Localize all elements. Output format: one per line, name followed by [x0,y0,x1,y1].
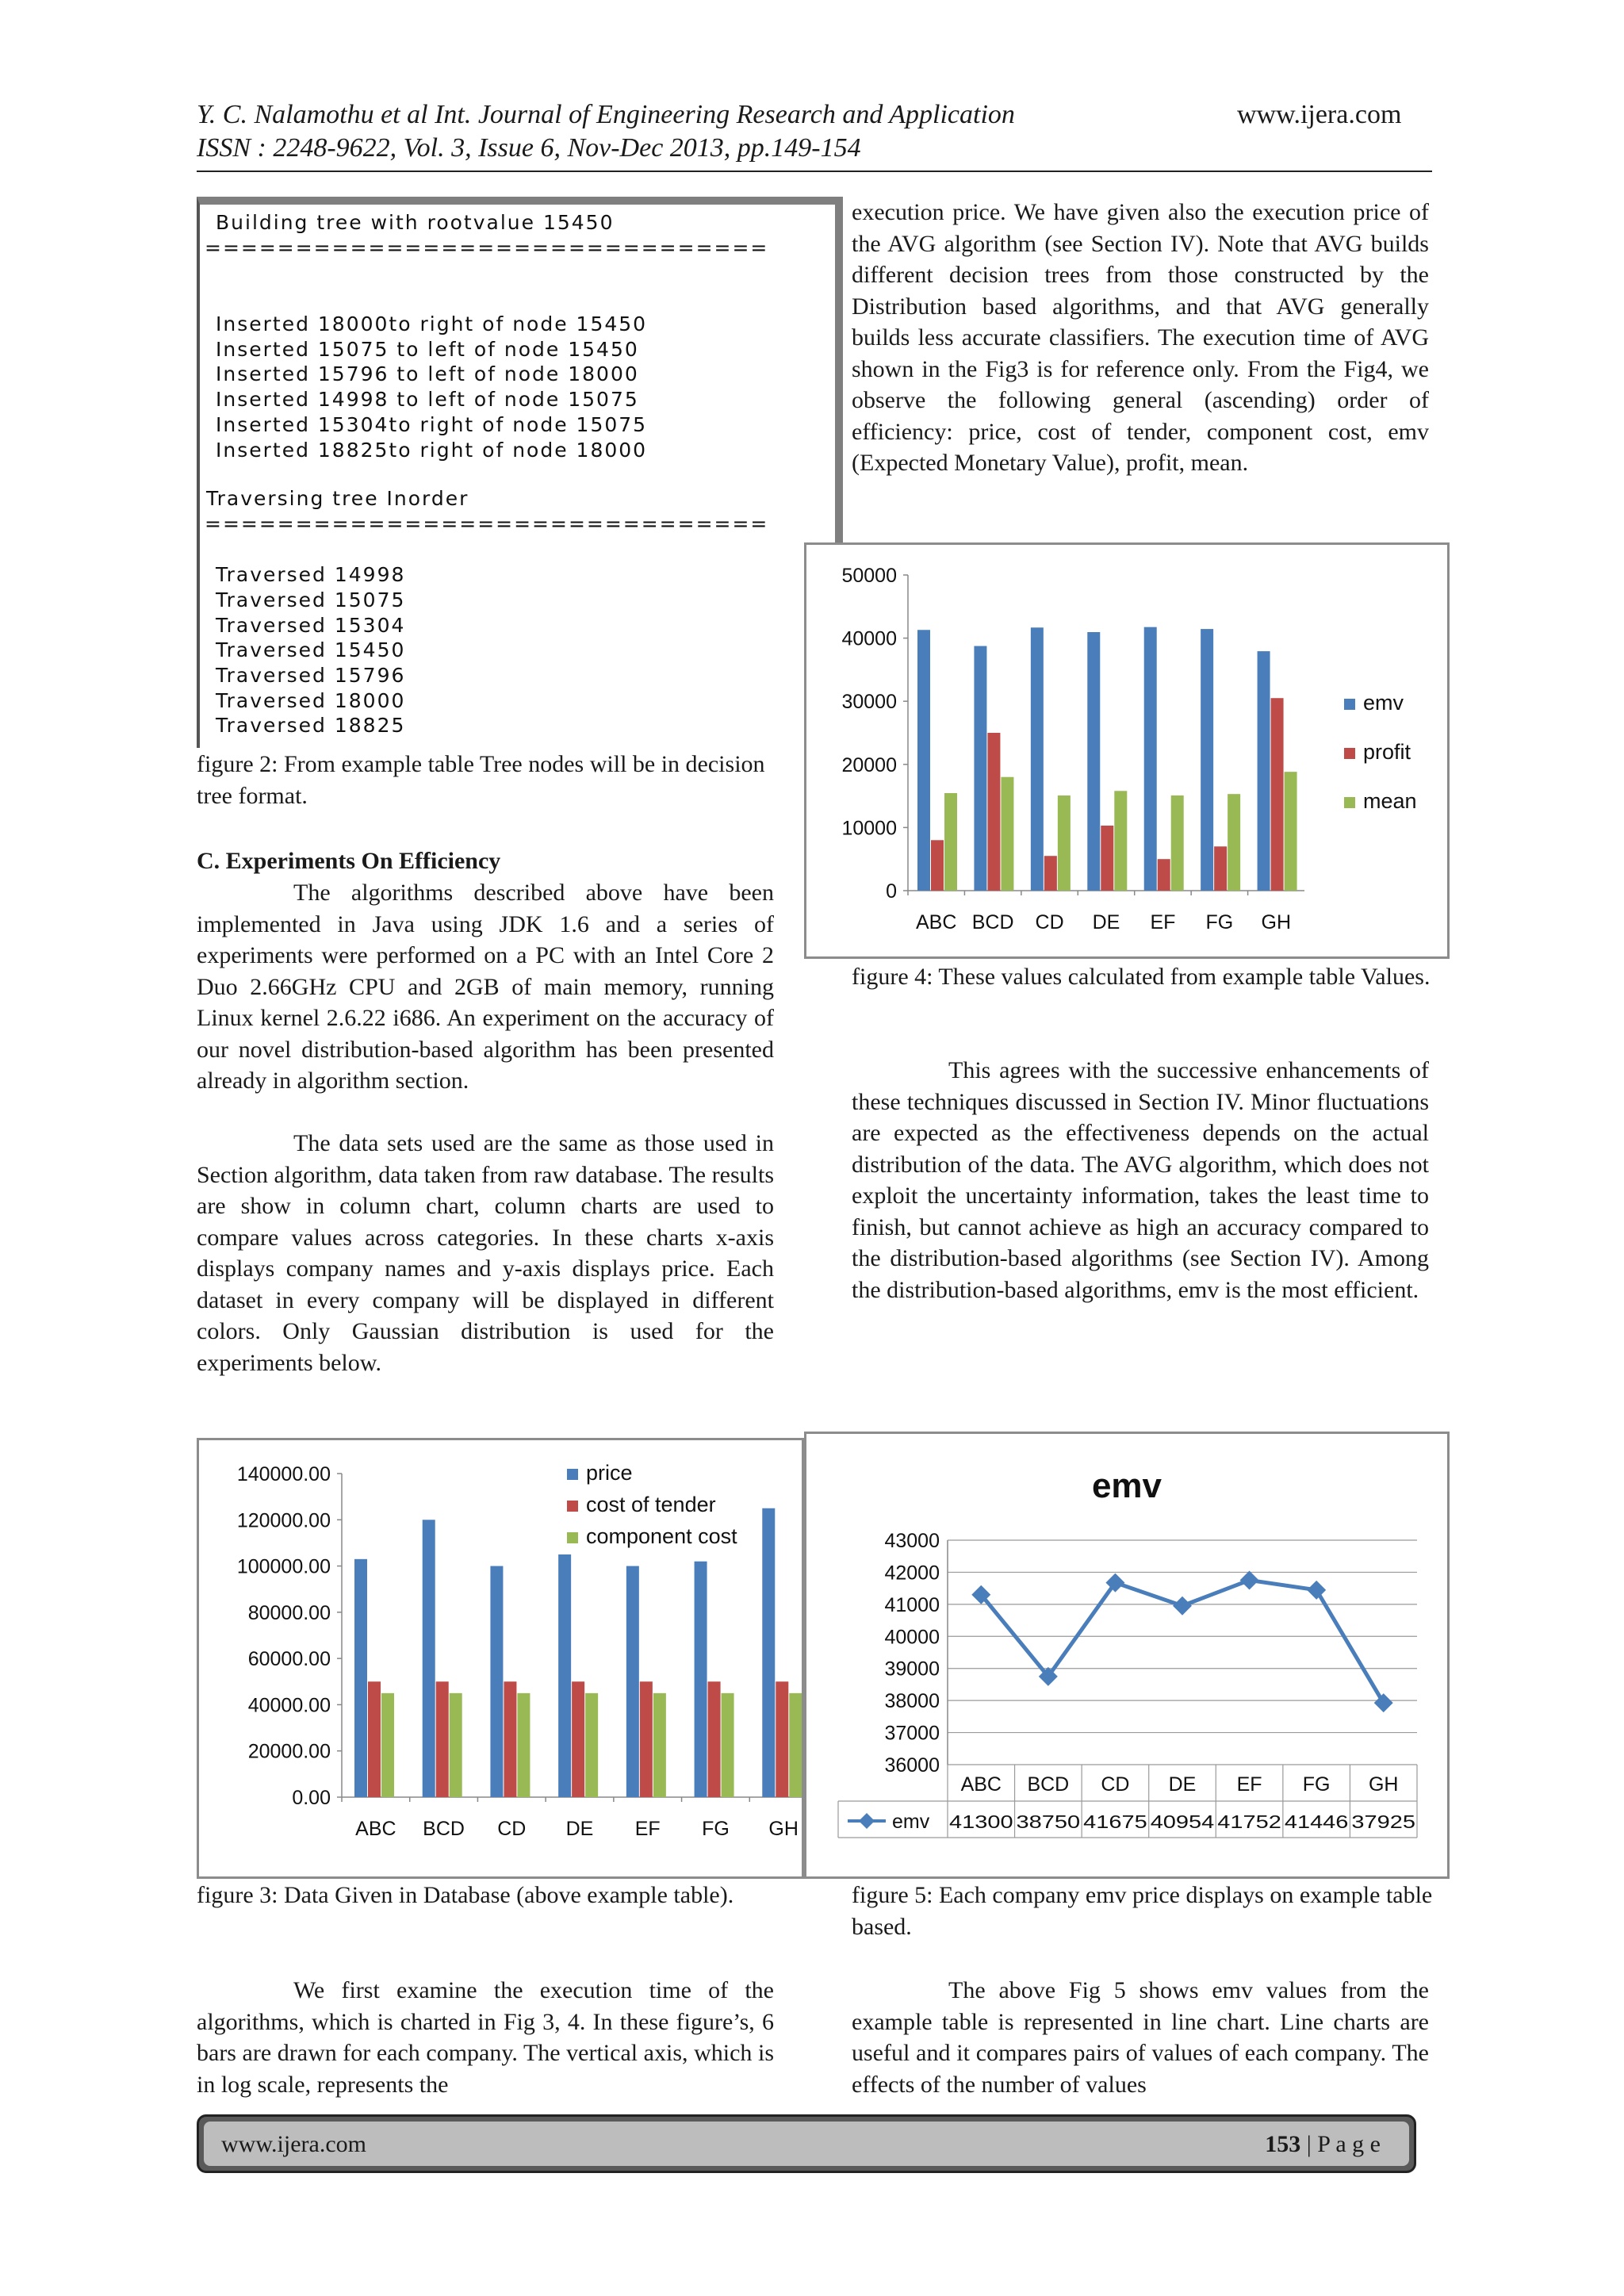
legend-swatch-emv [1344,699,1355,710]
bar-mean-CD [1058,795,1071,891]
paragraph-line-chart: The above Fig 5 shows emv values from the example table is represented in line chart. Line charts are useful and it compares pairs of values of each company. The effects of the number of values [852,1977,1429,2098]
y-tick-label: 40000 [884,1626,940,1649]
journal-title: Y. C. Nalamothu et al Int. Journal of Engineering Research and Application [197,100,1015,129]
legend-label-component-cost: component cost [586,1524,737,1548]
console-line: Traversed 18000 [216,689,406,712]
bar-cost-of-tender-CD [504,1681,516,1797]
bar-cost-of-tender-EF [640,1681,653,1797]
x-tick-label: CD [497,1818,527,1840]
bar-component-cost-ABC [381,1693,394,1797]
console-line: Traversed 14998 [216,563,406,586]
bar-component-cost-GH [789,1693,802,1797]
paragraph-enhancements: This agrees with the successive enhancements of these techniques discussed in Section IV. Minor fluctuations are expected as the effectiveness depends on the actual distribution of the data. The AVG algorithm, which does not exploit the uncertainty information, takes the least time to finish, but cannot achieve as high an accuracy compared to the distribution-based algorithms (see Section IV). Among the distribution-based algorithms, emv is the most efficient. [852,1057,1429,1303]
bar-component-cost-DE [585,1693,598,1797]
y-tick-label: 10000 [841,817,897,840]
data-table-value: 41752 [1217,1811,1281,1832]
bar-component-cost-FG [722,1693,734,1797]
bar-emv-CD [1031,627,1044,891]
bar-mean-BCD [1001,777,1013,891]
bar-component-cost-CD [517,1693,530,1797]
legend-swatch-price [567,1469,578,1480]
legend-swatch-profit [1344,748,1355,759]
y-tick-label: 120000.00 [236,1509,331,1532]
figure-3-chart-frame [197,1438,804,1879]
bar-mean-FG [1228,794,1240,891]
y-tick-label: 42000 [884,1562,940,1585]
legend-swatch-component-cost [567,1532,578,1543]
bar-emv-EF [1144,627,1157,891]
x-tick-label: CD [1101,1773,1130,1796]
x-tick-label: ABC [355,1818,396,1840]
y-tick-label: 140000.00 [236,1463,331,1485]
chart-title: emv [1091,1466,1162,1505]
data-table-value: 41675 [1083,1811,1147,1832]
y-tick-label: 100000.00 [236,1555,331,1578]
data-table-value: 37925 [1351,1811,1415,1832]
data-table-value: 40954 [1150,1811,1215,1832]
x-tick-label: FG [1205,911,1234,933]
x-tick-label: ABC [960,1773,1002,1796]
bar-emv-FG [1201,629,1213,891]
console-separator: =============================== [205,236,769,259]
y-tick-label: 39000 [884,1658,940,1681]
legend-swatch-cost-of-tender [567,1501,578,1512]
bar-profit-ABC [931,840,944,891]
bar-profit-BCD [987,733,1000,891]
figure-4-chart [806,545,1447,956]
y-tick-label: 37000 [884,1722,940,1745]
bar-profit-EF [1158,859,1170,891]
x-tick-label: ABC [916,911,957,933]
x-tick-label: FG [702,1818,730,1840]
bar-price-ABC [354,1559,367,1797]
bar-profit-CD [1044,856,1057,891]
journal-header [197,98,1015,165]
legend-label-mean: mean [1363,789,1417,813]
page-label: | P a g e [1306,2131,1381,2157]
bar-mean-GH [1285,772,1297,891]
figure-3-caption: figure 3: Data Given in Database (above example table). [197,1882,734,1908]
console-line: Inserted 15304to right of node 15075 [216,413,648,436]
bar-mean-EF [1171,795,1184,891]
figure-5-chart-frame [804,1432,1450,1879]
y-tick-label: 0.00 [292,1787,331,1809]
x-tick-label: BCD [423,1818,465,1840]
console-line: Traversed 15796 [216,664,406,687]
y-tick-label: 40000.00 [247,1694,331,1717]
bar-price-DE [558,1554,571,1797]
console-line: Traversed 15450 [216,638,406,661]
paragraph-datasets: The data sets used are the same as those used in Section algorithm, data taken from raw database. The results are show in column chart, column charts are used to compare values across categories. In these charts x-axis displays company names and y-axis displays price. Each dataset in every company will be displayed in different colors. Only Gaussian distribution is used for the experiments below. [197,1130,774,1376]
bar-price-EF [626,1566,639,1797]
paragraph-execution-price: execution price. We have given also the execution price of the AVG algorithm (see Section IV). Note that AVG builds different decision trees from those constructed by the Distribution based algorithms, and that AVG generally builds less accurate classifiers. The execution time of AVG shown in the Fig3 is for reference only. From the Fig4, we observe the following general (ascending) order of efficiency: price, cost of tender, component cost, emv (Expected Monetary Value), profit, mean. [852,199,1429,476]
x-tick-label: BCD [971,911,1014,933]
console-separator: =============================== [205,512,769,535]
bar-price-FG [695,1562,707,1797]
x-tick-label: BCD [1027,1773,1070,1796]
point-emv-FG [1307,1581,1326,1600]
bar-profit-FG [1214,846,1227,891]
point-emv-DE [1173,1596,1192,1616]
legend-label-emv: emv [892,1811,930,1833]
figure-5-caption: figure 5: Each company emv price displays on example table based. [852,1882,1433,1940]
page-number: 153 [1265,2131,1301,2157]
figure-2-caption: figure 2: From example table Tree nodes will be in decision tree format. [197,751,765,809]
console-line: Traversing tree Inorder [206,487,469,510]
x-tick-label: GH [1368,1773,1399,1796]
section-heading: C. Experiments On Efficiency [197,848,501,874]
figure-5-chart [806,1434,1447,1876]
paragraph-experiments: The algorithms described above have been implemented in Java using JDK 1.6 and a series of experiments were performed on a PC with an Intel Core 2 Duo 2.66GHz CPU and 2GB of main memory, running Linux kernel 2.6.22 i686. An experiment on the accuracy of our novel distribution-based algorithm has been presented already in algorithm section. [197,880,774,1094]
y-tick-label: 60000.00 [247,1648,331,1671]
bar-price-BCD [423,1520,435,1797]
y-tick-label: 43000 [884,1530,940,1552]
y-tick-label: 41000 [884,1593,940,1616]
legend-swatch-mean [1344,797,1355,808]
console-line: Inserted 14998 to left of node 15075 [216,388,639,411]
legend-marker-emv [859,1813,875,1829]
x-tick-label: CD [1035,911,1064,933]
bar-profit-GH [1271,698,1284,891]
bar-cost-of-tender-BCD [436,1681,449,1797]
console-line: Traversed 15075 [216,588,406,611]
console-line: Inserted 15075 to left of node 15450 [216,338,639,361]
console-line: Inserted 18000to right of node 15450 [216,312,648,335]
y-tick-label: 50000 [841,565,897,587]
bar-profit-DE [1101,826,1113,891]
bar-price-GH [762,1508,775,1797]
legend-label-emv: emv [1363,691,1404,715]
legend-label-cost-of-tender: cost of tender [586,1493,716,1516]
figure-4-chart-frame [804,542,1450,959]
bar-mean-DE [1114,791,1127,891]
header-divider [197,171,1432,172]
x-tick-label: FG [1302,1773,1331,1796]
console-line: Building tree with rootvalue 15450 [216,211,615,234]
bar-emv-GH [1258,651,1270,891]
y-tick-label: 40000 [841,627,897,650]
console-line: Traversed 15304 [216,614,406,637]
y-tick-label: 30000 [841,691,897,714]
data-table-value: 41300 [949,1811,1013,1832]
bar-emv-BCD [974,646,986,891]
point-emv-EF [1240,1570,1259,1589]
journal-issn: ISSN : 2248-9622, Vol. 3, Issue 6, Nov-Dec 2013, pp.149-154 [197,133,861,163]
page-footer [197,2114,1416,2173]
data-table-value: 41446 [1284,1811,1349,1832]
y-tick-label: 38000 [884,1690,940,1713]
bar-emv-ABC [917,630,930,891]
x-tick-label: EF [1236,1773,1262,1796]
figure-4-caption: figure 4: These values calculated from example table Values. [852,964,1431,990]
console-line: Traversed 18825 [216,714,406,737]
console-line: Inserted 15796 to left of node 18000 [216,362,639,385]
bar-cost-of-tender-DE [572,1681,584,1797]
x-tick-label: GH [1261,911,1292,933]
legend-label-price: price [586,1461,633,1485]
y-tick-label: 36000 [884,1754,940,1777]
footer-website[interactable]: www.ijera.com [221,2131,366,2157]
x-tick-label: DE [1168,1773,1197,1796]
bar-component-cost-EF [653,1693,666,1797]
y-tick-label: 80000.00 [247,1601,331,1624]
bar-component-cost-BCD [450,1693,462,1797]
bar-cost-of-tender-GH [776,1681,788,1797]
legend-label-profit: profit [1363,740,1411,764]
console-screenshot [197,197,843,748]
bar-cost-of-tender-ABC [368,1681,381,1797]
y-tick-label: 20000.00 [247,1740,331,1763]
x-tick-label: EF [1150,911,1176,933]
bar-price-CD [490,1566,503,1797]
bar-emv-DE [1087,632,1100,891]
figure-3-chart [199,1440,802,1876]
data-table-value: 38750 [1016,1811,1081,1832]
footer-page-number [1265,2131,1381,2158]
point-emv-GH [1374,1693,1393,1712]
console-line: Inserted 18825to right of node 18000 [216,439,648,462]
y-tick-label: 0 [886,880,897,903]
x-tick-label: DE [565,1818,594,1840]
y-tick-label: 20000 [841,753,897,776]
x-tick-label: EF [634,1818,661,1840]
bar-cost-of-tender-FG [708,1681,721,1797]
x-tick-label: GH [768,1818,799,1840]
bar-mean-ABC [944,793,957,891]
journal-website[interactable]: www.ijera.com [1237,100,1402,129]
paragraph-execution-time: We first examine the execution time of the algorithms, which is charted in Fig 3, 4. In these figure’s, 6 bars are drawn for each company. The vertical axis, which is in log scale, represents the [197,1977,774,2098]
x-tick-label: DE [1092,911,1120,933]
